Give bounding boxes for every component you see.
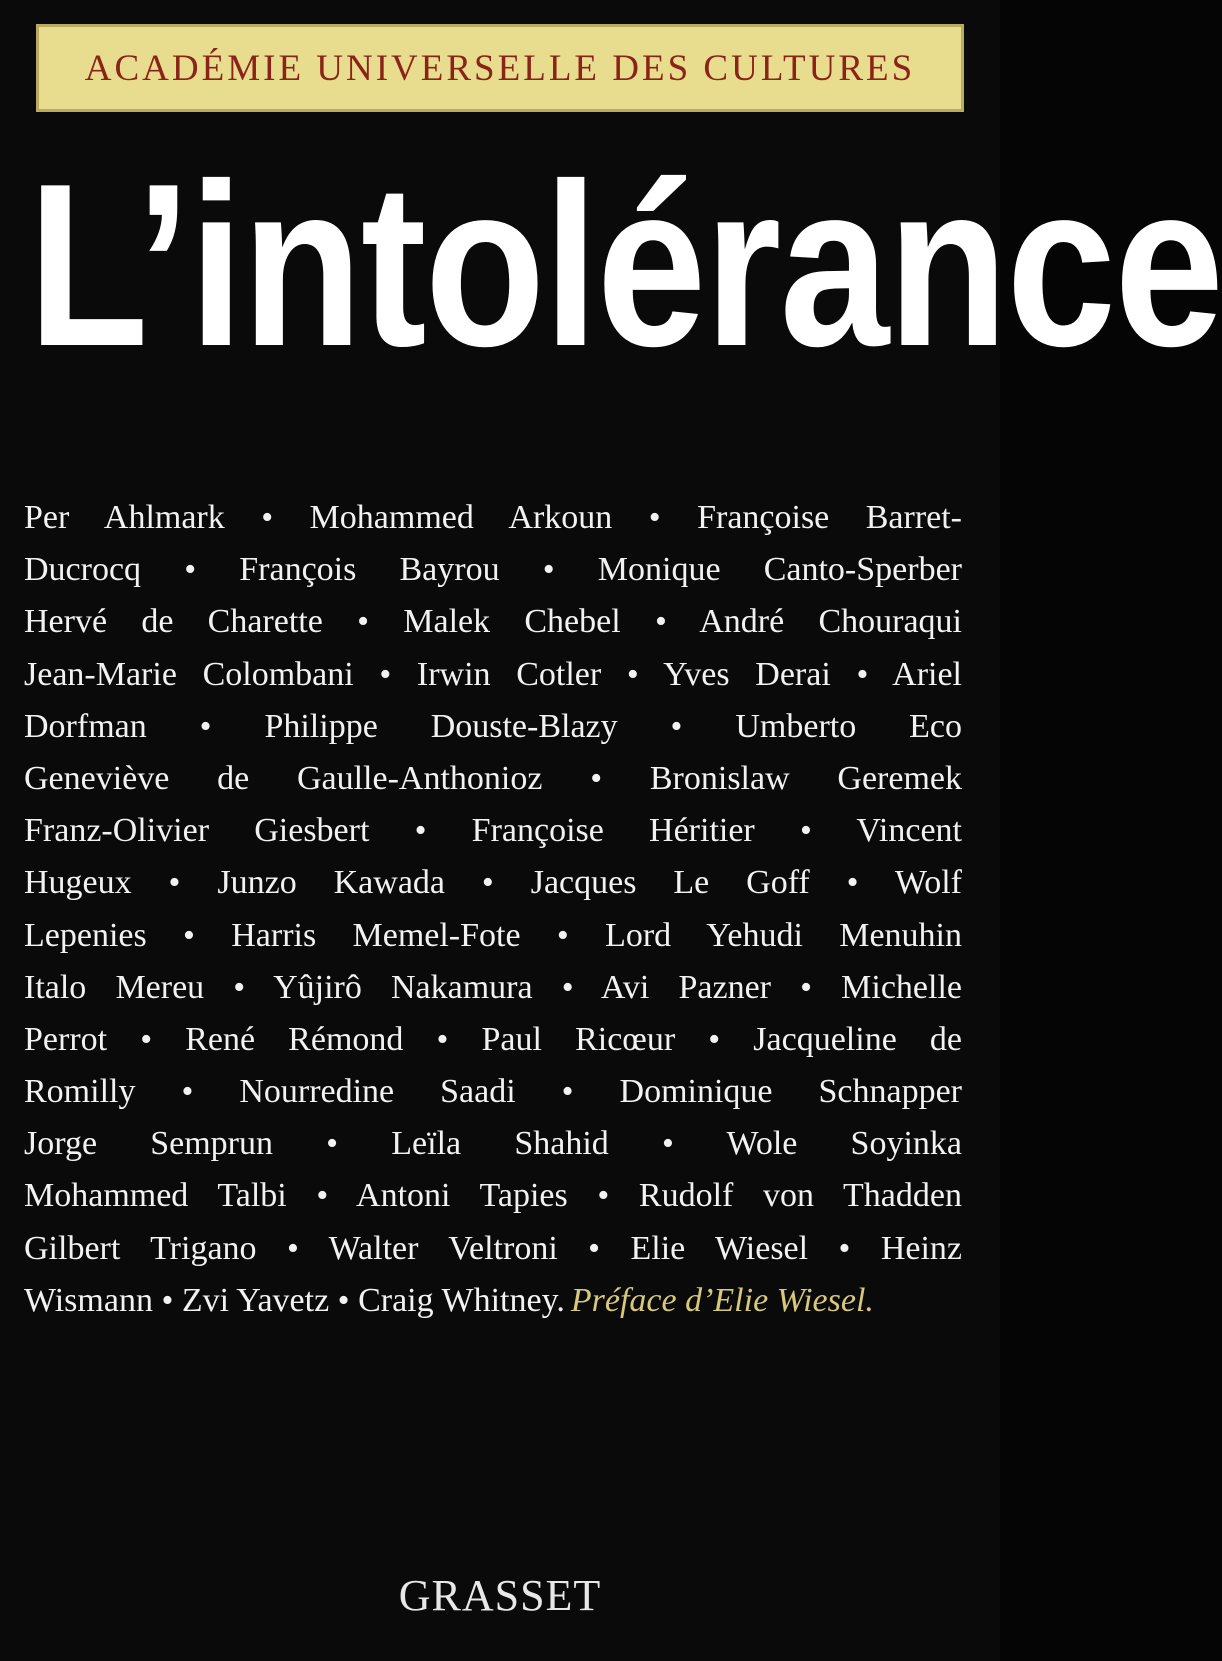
author-line: Perrot • René Rémond • Paul Ricœur • Jacqueline de bbox=[24, 1020, 962, 1058]
author-list bbox=[24, 492, 962, 1327]
author-line: Per Ahlmark • Mohammed Arkoun • Françoise Barret- bbox=[24, 499, 962, 536]
author-line: Ducrocq • François Bayrou • Monique Canto-Sperber bbox=[24, 551, 962, 589]
author-line: Geneviève de Gaulle-Anthonioz • Bronislaw Geremek bbox=[24, 759, 962, 797]
author-line-last bbox=[24, 1275, 962, 1327]
author-line: Jorge Semprun • Leïla Shahid • Wole Soyinka bbox=[24, 1125, 962, 1163]
author-line: Jean-Marie Colombani • Irwin Cotler • Yves Derai • Ariel bbox=[24, 655, 962, 693]
author-line: Hervé de Charette • Malek Chebel • André Chouraqui bbox=[24, 603, 962, 641]
author-line: Mohammed Talbi • Antoni Tapies • Rudolf von Thadden bbox=[24, 1177, 962, 1215]
author-line: Franz-Olivier Giesbert • Françoise Héritier • Vincent bbox=[24, 812, 962, 850]
author-line: Lepenies • Harris Memel-Fote • Lord Yehudi Menuhin bbox=[24, 916, 962, 954]
series-band bbox=[36, 24, 964, 112]
author-line: Italo Mereu • Yûjirô Nakamura • Avi Pazner • Michelle bbox=[24, 968, 962, 1006]
publisher-name: GRASSET bbox=[398, 1571, 602, 1620]
author-line: Dorfman • Philippe Douste-Blazy • Umberto Eco bbox=[24, 707, 962, 745]
last-authors: Wismann • Zvi Yavetz • Craig Whitney. bbox=[24, 1281, 565, 1319]
book-title: L’intolérance bbox=[28, 136, 1222, 395]
series-label: ACADÉMIE UNIVERSELLE DES CULTURES bbox=[84, 47, 916, 89]
author-line: Gilbert Trigano • Walter Veltroni • Elie Wiesel • Heinz bbox=[24, 1229, 962, 1267]
author-line: Romilly • Nourredine Saadi • Dominique Schnapper bbox=[24, 1073, 962, 1111]
author-line: Hugeux • Junzo Kawada • Jacques Le Goff • Wolf bbox=[24, 864, 962, 902]
preface-credit: Préface d’Elie Wiesel. bbox=[570, 1281, 874, 1319]
